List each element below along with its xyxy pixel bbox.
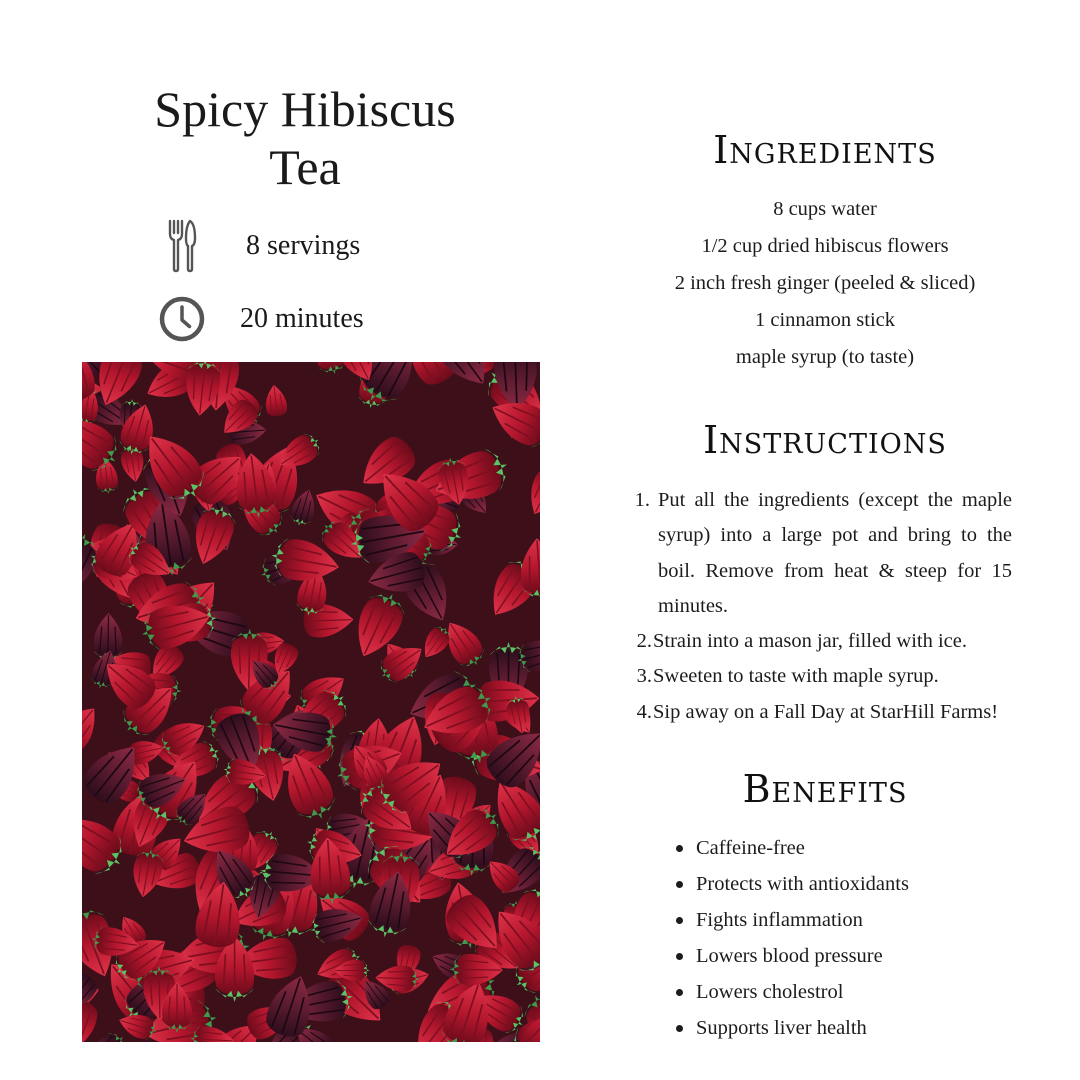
time-text: 20 minutes bbox=[240, 303, 364, 334]
benefit-text: Lowers blood pressure bbox=[696, 945, 883, 967]
benefit-item bbox=[676, 866, 909, 902]
benefit-text: Caffeine-free bbox=[696, 837, 805, 859]
bullet-icon bbox=[676, 1025, 683, 1032]
benefit-item bbox=[676, 974, 909, 1010]
benefit-item bbox=[676, 830, 909, 866]
benefit-text: Lowers cholestrol bbox=[696, 981, 844, 1003]
time-row bbox=[150, 291, 364, 347]
instruction-step bbox=[628, 659, 1012, 694]
instruction-step bbox=[628, 483, 1012, 624]
fork-knife-icon bbox=[150, 218, 214, 274]
instruction-step bbox=[628, 624, 1012, 659]
bullet-icon bbox=[676, 953, 683, 960]
ingredients-list bbox=[610, 193, 1040, 378]
benefit-text: Supports liver health bbox=[696, 1017, 867, 1039]
ingredient-item: 1 cinnamon stick bbox=[754, 309, 896, 331]
ingredient-item: 8 cups water bbox=[773, 198, 877, 220]
benefit-item bbox=[676, 1010, 909, 1046]
benefit-text: Protects with antioxidants bbox=[696, 873, 909, 895]
ingredients-heading: Ingredients bbox=[713, 128, 937, 172]
step-text: Sweeten to taste with maple syrup. bbox=[653, 665, 939, 688]
instructions-list bbox=[628, 483, 1012, 730]
benefit-item bbox=[676, 902, 909, 938]
bullet-icon bbox=[676, 881, 683, 888]
ingredient-item: maple syrup (to taste) bbox=[735, 346, 915, 368]
recipe-title: Spicy Hibiscus Tea bbox=[154, 81, 456, 195]
step-text: Strain into a mason jar, filled with ice. bbox=[653, 630, 968, 653]
step-number: 4. bbox=[636, 700, 652, 723]
ingredient-item: 1/2 cup dried hibiscus flowers bbox=[701, 235, 949, 257]
benefits-list bbox=[676, 830, 909, 1046]
step-text: Sip away on a Fall Day at StarHill Farms! bbox=[653, 700, 999, 723]
step-number: 2. bbox=[636, 630, 652, 653]
instructions-heading: Instructions bbox=[703, 418, 947, 462]
benefit-item bbox=[676, 938, 909, 974]
bullet-icon bbox=[676, 917, 683, 924]
benefits-heading: Benefits bbox=[742, 767, 908, 811]
step-number: 1. bbox=[634, 489, 650, 511]
step-number: 3. bbox=[636, 665, 652, 688]
hibiscus-flowers-photo bbox=[82, 362, 540, 1042]
step-text: Put all the ingredients (except the maple syrup) into a large pot and bring to the boil. Remove from heat & steep for 15 minutes. bbox=[658, 489, 1012, 617]
benefit-text: Fights inflammation bbox=[696, 909, 863, 931]
servings-row bbox=[150, 218, 360, 274]
instruction-step bbox=[628, 695, 1012, 730]
servings-text: 8 servings bbox=[246, 230, 361, 261]
ingredient-item: 2 inch fresh ginger (peeled & sliced) bbox=[674, 272, 976, 294]
bullet-icon bbox=[676, 845, 683, 852]
bullet-icon bbox=[676, 989, 683, 996]
clock-icon bbox=[150, 291, 214, 347]
